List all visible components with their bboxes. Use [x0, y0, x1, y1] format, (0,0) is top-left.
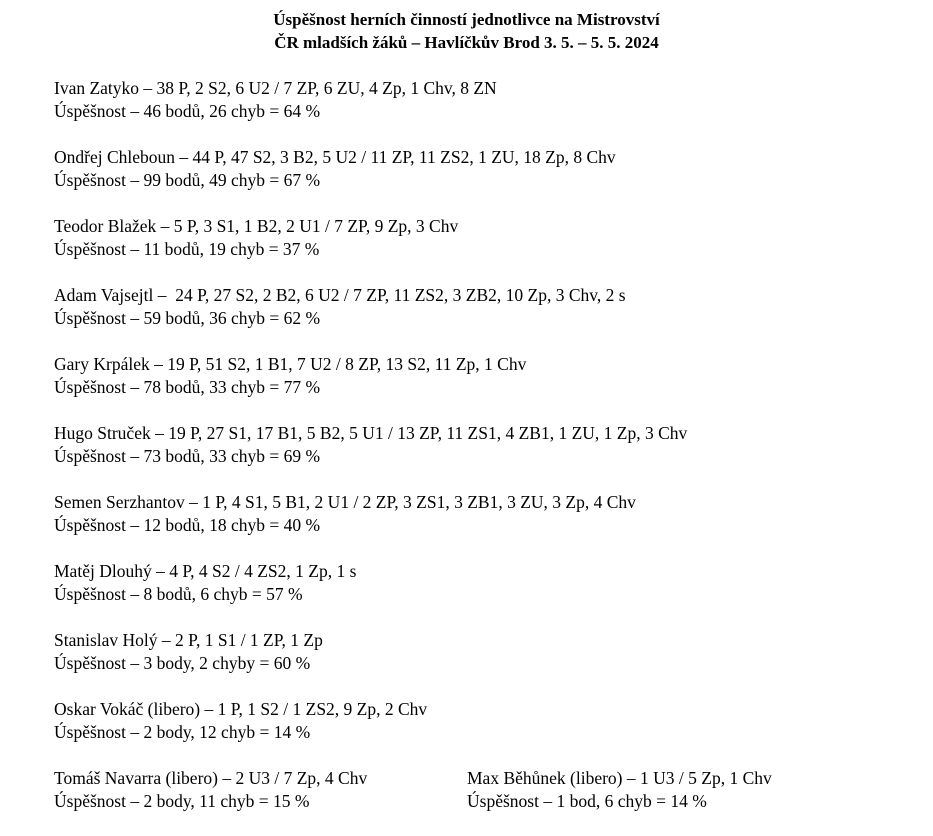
player-entry — [54, 629, 914, 698]
player-success: Úspěšnost – 99 bodů, 49 chyb = 67 % — [54, 170, 321, 190]
player-success: Úspěšnost – 11 bodů, 19 chyb = 37 % — [54, 239, 320, 259]
player-success: Úspěšnost – 2 body, 11 chyb = 15 % — [54, 791, 310, 811]
player-stats: Max Běhůnek (libero) – 1 U3 / 5 Zp, 1 Chv — [467, 768, 772, 788]
player-stats: Adam Vajsejtl – 24 P, 27 S2, 2 B2, 6 U2 / 7 ZP, 11 ZS2, 3 ZB2, 10 Zp, 3 Chv, 2 s — [54, 285, 626, 305]
player-success: Úspěšnost – 12 bodů, 18 chyb = 40 % — [54, 515, 321, 535]
player-success: Úspěšnost – 73 bodů, 33 chyb = 69 % — [54, 446, 321, 466]
player-stats: Semen Serzhantov – 1 P, 4 S1, 5 B1, 2 U1 / 2 ZP, 3 ZS1, 3 ZB1, 3 ZU, 3 Zp, 4 Chv — [54, 492, 636, 512]
player-entry — [54, 77, 914, 146]
player-success: Úspěšnost – 59 bodů, 36 chyb = 62 % — [54, 308, 321, 328]
player-entry — [54, 698, 914, 767]
player-stats: Stanislav Holý – 2 P, 1 S1 / 1 ZP, 1 Zp — [54, 630, 323, 650]
title-line-2: ČR mladších žáků – Havlíčkův Brod 3. 5. – 5. 5. 2024 — [274, 33, 659, 52]
player-entry — [54, 353, 914, 422]
player-success: Úspěšnost – 2 body, 12 chyb = 14 % — [54, 722, 311, 742]
player-stats: Gary Krpálek – 19 P, 51 S2, 1 B1, 7 U2 / 8 ZP, 13 S2, 11 Zp, 1 Chv — [54, 354, 527, 374]
libero-row — [54, 767, 914, 836]
document-title — [0, 8, 933, 54]
player-success: Úspěšnost – 46 bodů, 26 chyb = 64 % — [54, 101, 321, 121]
player-entry — [54, 422, 914, 491]
player-list — [54, 77, 914, 836]
player-stats: Hugo Struček – 19 P, 27 S1, 17 B1, 5 B2, 5 U1 / 13 ZP, 11 ZS1, 4 ZB1, 1 ZU, 1 Zp, 3 Chv — [54, 423, 688, 443]
player-stats: Matěj Dlouhý – 4 P, 4 S2 / 4 ZS2, 1 Zp, 1 s — [54, 561, 357, 581]
player-stats: Tomáš Navarra (libero) – 2 U3 / 7 Zp, 4 Chv — [54, 768, 368, 788]
player-stats: Teodor Blažek – 5 P, 3 S1, 1 B2, 2 U1 / 7 ZP, 9 Zp, 3 Chv — [54, 216, 459, 236]
player-entry — [54, 767, 467, 836]
player-stats: Ondřej Chleboun – 44 P, 47 S2, 3 B2, 5 U2 / 11 ZP, 11 ZS2, 1 ZU, 18 Zp, 8 Chv — [54, 147, 616, 167]
player-entry — [54, 284, 914, 353]
player-success: Úspěšnost – 8 bodů, 6 chyb = 57 % — [54, 584, 303, 604]
player-success: Úspěšnost – 3 body, 2 chyby = 60 % — [54, 653, 311, 673]
player-entry — [54, 491, 914, 560]
player-entry — [54, 146, 914, 215]
player-success: Úspěšnost – 1 bod, 6 chyb = 14 % — [467, 791, 707, 811]
player-stats: Ivan Zatyko – 38 P, 2 S2, 6 U2 / 7 ZP, 6 ZU, 4 Zp, 1 Chv, 8 ZN — [54, 78, 497, 98]
player-entry — [467, 767, 914, 836]
player-entry — [54, 215, 914, 284]
title-line-1: Úspěšnost herních činností jednotlivce na Mistrovství — [273, 10, 660, 29]
player-success: Úspěšnost – 78 bodů, 33 chyb = 77 % — [54, 377, 321, 397]
player-stats: Oskar Vokáč (libero) – 1 P, 1 S2 / 1 ZS2, 9 Zp, 2 Chv — [54, 699, 428, 719]
player-entry — [54, 560, 914, 629]
